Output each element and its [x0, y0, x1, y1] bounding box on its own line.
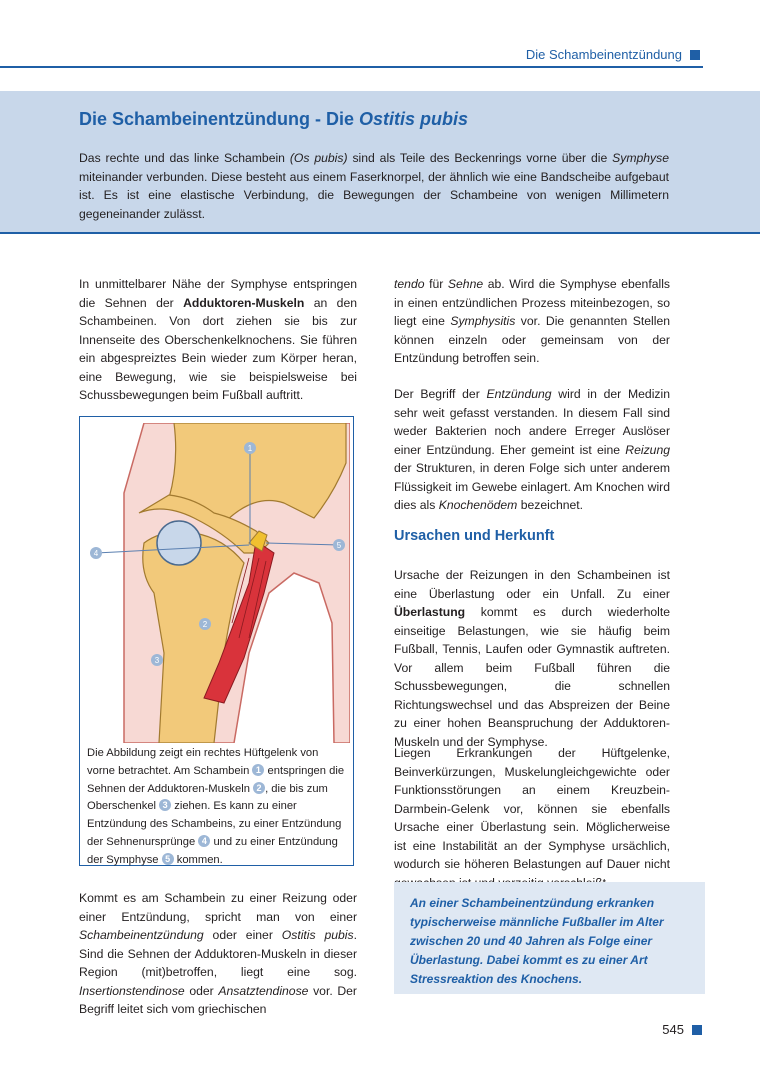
body-text-italic: Symphysitis: [450, 314, 516, 328]
left-column-top: [79, 275, 357, 405]
body-text: an den Schambeinen. Von dort ziehen sie bis zur Innenseite des Oberschenkelknochens. Sie führen ein abgespreiztes Bein wieder zum Körper heran, eine Bewegung, wie sie beispielsweise bei Schussbewegungen beim Fußball auftritt.: [79, 295, 358, 402]
body-text-italic: Ansatztendinose: [218, 983, 309, 998]
body-text: In unmittelbarer Nähe der Symphyse entspringen die Sehnen der: [79, 277, 357, 310]
caption-marker-4: 4: [198, 835, 210, 847]
body-text: ab. Wird die Symphyse ebenfalls in einen entzündlichen Prozess miteinbezogen, so liegt eine: [394, 277, 670, 328]
body-paragraph: [394, 385, 670, 515]
marker-5: [333, 539, 345, 551]
marker-4: [90, 547, 102, 559]
intro-text: sind als Teile des Beckenrings vorne über die: [347, 151, 613, 165]
intro-text-italic: Symphyse: [612, 151, 670, 165]
caption-text: ziehen. Es kann zu einer Entzündung des Schambeins, zu einer Entzündung der Sehnenursprünge: [87, 800, 342, 848]
body-text: vor. Die genannten Stellen können einzeln oder gemeinsam von der Entzündung betroffen sein.: [394, 314, 670, 365]
body-text: . Sind die Sehnen der Adduktoren-Muskeln in dieser Region (mit)betroffen, liegt eine sog.: [79, 928, 357, 979]
caption-marker-1: 1: [252, 764, 264, 776]
intro-panel: [0, 91, 760, 234]
body-text: kommt es durch wiederholte einseitige Belastungen, wie sie häufig beim Fußball, Tennis, Laufen oder Gymnastik auftreten. Vor allem beim Fußball führen die Schussbewegungen, die schnellen Richtungswechsel und das Abspreizen der Beine zu einer hohen Beanspruchung der Adduktoren-Muskeln und der Symphyse.: [394, 605, 670, 749]
body-text: Der Begriff der: [394, 387, 487, 401]
femoral-head: [157, 521, 201, 565]
svg-text:4: 4: [93, 549, 99, 558]
body-text: oder: [184, 983, 219, 998]
body-paragraph: [79, 275, 357, 405]
hip-joint-illustration: [84, 423, 350, 743]
body-text-italic: Reizung: [625, 442, 670, 457]
right-column-p1: [394, 275, 670, 368]
intro-text: Das rechte und das linke Schambein: [79, 151, 290, 165]
left-column-bottom: [79, 889, 357, 1019]
page-number: 545: [662, 1022, 684, 1037]
page-number-square: [692, 1025, 702, 1035]
marker-3: [151, 654, 163, 666]
body-paragraph: [79, 889, 357, 1019]
body-text-italic: Knochenödem: [438, 498, 518, 512]
svg-text:5: 5: [336, 541, 342, 550]
caption-marker-3: 3: [159, 799, 171, 811]
body-text: der Strukturen, in deren Folge sich unter anderem Flüssigkeit im Gewebe einlagert. Am Knochen wird dies als: [394, 461, 670, 512]
body-text-italic: Schambeinentzündung: [79, 928, 204, 942]
caption-text: Die Abbildung zeigt ein rechtes Hüftgelenk von vorne betrachtet. Am Schambein: [87, 747, 319, 777]
body-text: oder einer: [203, 928, 282, 942]
section-subheading: Ursachen und Herkunft: [394, 528, 555, 544]
right-column-p4: [394, 744, 670, 892]
page-title-main: Die Schambeinentzündung - Die: [79, 109, 360, 129]
intro-paragraph: [79, 149, 669, 223]
caption-text: kommen.: [173, 853, 223, 866]
figure-caption: [87, 745, 345, 870]
body-text-italic: tendo: [394, 277, 425, 291]
page-number-block: [662, 1022, 702, 1037]
right-column-p3: [394, 566, 670, 751]
svg-text:2: 2: [202, 620, 208, 629]
intro-text-italic: (Os pubis): [289, 151, 348, 165]
body-text-italic: Ostitis pubis: [281, 928, 354, 942]
body-text-bold: Adduktoren-Muskeln: [183, 295, 305, 310]
caption-marker-5: 5: [162, 853, 174, 865]
page-title: [79, 109, 468, 130]
body-paragraph: Liegen Erkrankungen der Hüftgelenke, Beinverkürzungen, Muskelungleichgewichte oder Funktionsstörungen an einem Kreuzbein-Darmbein-Gelenk vor, können sie ebenfalls Ursache einer Überlastung sein. Möglicherweise ist eine Instabilität an der Symphyse ursächlich, wodurch sie höheren Belastungen auf Dauer nicht: [394, 746, 670, 871]
body-paragraph: [394, 275, 670, 368]
body-text: vor. Der Begriff leitet sich vom griechischen: [79, 983, 357, 1016]
running-head-title: Die Schambeinentzündung: [525, 47, 682, 62]
highlight-box: An einer Schambeinentzündung erkranken typischerweise männliche Fußballer im Alter zwischen 20 und 40 Jahren als Folge einer Überlastung. Dabei kommt es zu einer Art Stressreaktion des Knochens.: [394, 882, 705, 994]
caption-marker-2: 2: [253, 782, 265, 794]
running-head-square: [690, 50, 700, 60]
body-text: wird in der Medizin sehr weit gefasst verstanden. In diesem Fall sind weder Bakterien noch andere Erreger Auslöser einer Entzündung. Eher gemeint ist eine: [394, 387, 670, 457]
body-text: Kommt es am Schambein zu einer Reizung oder einer Entzündung, spricht man von einer: [79, 891, 357, 924]
header-rule: [0, 66, 703, 68]
body-text-italic: Sehne: [447, 277, 484, 291]
caption-text: , die bis zum Oberschenkel: [87, 782, 328, 813]
running-head: [526, 47, 700, 62]
body-text: Ursache der Reizungen in den Schambeinen ist eine Überlastung oder ein Unfall. Zu einer: [394, 568, 670, 601]
intro-text: miteinander verbunden. Diese besteht aus einem Faserknorpel, der ähnlich wie eine Bandscheibe aufgebaut ist. Es ist eine elastische Verbindung, die Bewegungen der Schambeine von wenigen Millimetern gegeneinander zulässt.: [79, 169, 669, 221]
body-text-bold: Überlastung: [394, 605, 466, 619]
svg-text:3: 3: [154, 656, 160, 665]
body-paragraph: [394, 566, 670, 751]
marker-2: [199, 618, 211, 630]
figure-box: [79, 416, 354, 866]
caption-text: entspringen die Sehnen der Adduktoren-Muskeln: [87, 764, 345, 795]
marker-1: [244, 442, 256, 454]
body-text: bezeichnet.: [517, 498, 584, 512]
body-text-italic: Entzündung: [486, 387, 552, 401]
body-text: für: [424, 277, 448, 291]
body-text-italic: Insertionstendinose: [79, 983, 185, 998]
caption-text: und zu einer Entzündung der Symphyse: [87, 835, 338, 866]
svg-text:1: 1: [247, 444, 253, 453]
right-column-p2: [394, 385, 670, 515]
page-title-italic: Ostitis pubis: [359, 109, 469, 129]
